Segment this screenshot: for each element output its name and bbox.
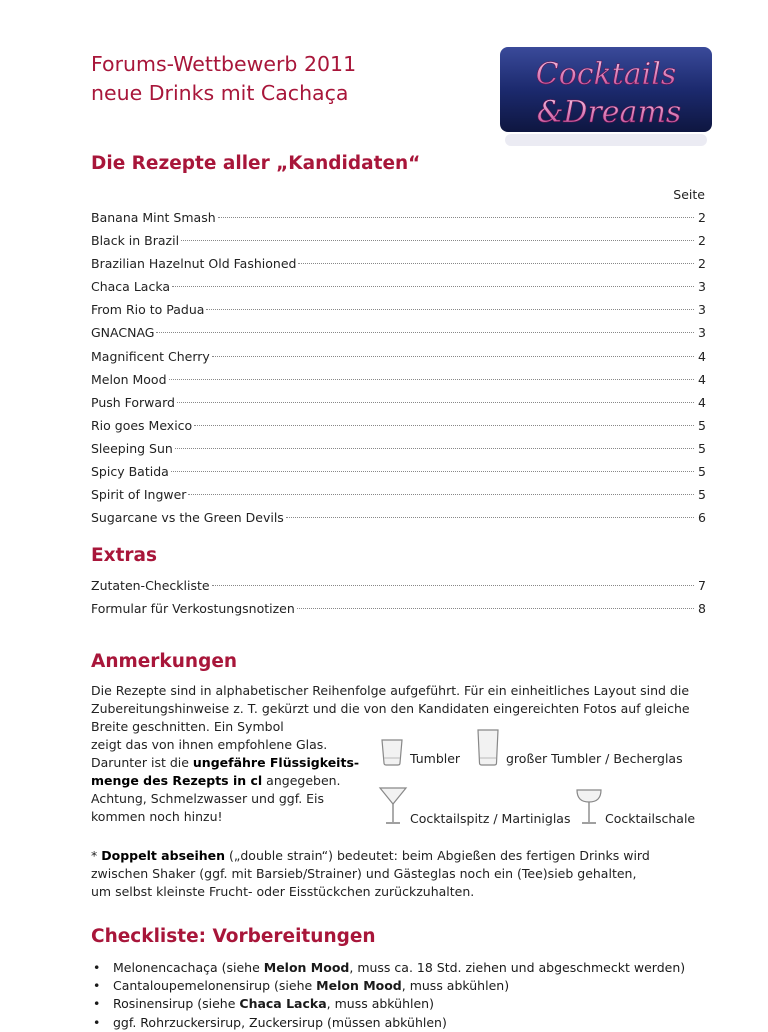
toc-entry-title: Banana Mint Smash <box>91 210 216 225</box>
toc-leader-dots <box>171 471 694 472</box>
toc-entry-title: Rio goes Mexico <box>91 417 193 433</box>
toc-page-number: 5 <box>698 464 706 480</box>
checklist-item: • Cantaloupemelonensirup (siehe Melon Mood, muss abkühlen) <box>91 977 731 995</box>
toc-row-recipe[interactable] <box>91 256 706 279</box>
toc-row-recipe[interactable] <box>91 487 706 510</box>
toc-entry-title: Formular für Verkostungsnotizen <box>91 601 295 617</box>
toc-entry-title: Chaca Lacka <box>91 279 170 295</box>
title-line-2: neue Drinks mit Cachaça <box>91 81 349 105</box>
cocktails-dreams-logo <box>499 46 713 148</box>
toc-entry-title: Sleeping Sun <box>91 440 173 456</box>
toc-entry-title: Spirit of Ingwer <box>91 487 187 503</box>
toc-page-number: 3 <box>698 302 706 318</box>
extras-toc <box>91 578 706 624</box>
toc-row-recipe[interactable] <box>91 210 706 233</box>
toc-page-number: 6 <box>698 510 706 526</box>
toc-leader-dots <box>188 494 694 495</box>
checklist-item: • Melonencachaça (siehe Melon Mood, muss ca. 18 Std. ziehen und abgeschmeckt werden) <box>91 959 731 977</box>
svg-text:Cocktails: Cocktails <box>535 57 677 92</box>
svg-text:&Dreams: &Dreams <box>536 95 682 130</box>
toc-leader-dots <box>206 309 694 310</box>
toc-page-number: 4 <box>698 394 706 410</box>
toc-entry-title: Black in Brazil <box>91 233 180 249</box>
toc-leader-dots <box>297 608 694 609</box>
toc-leader-dots <box>172 286 694 287</box>
big-tumbler-icon <box>476 728 500 766</box>
toc-entry-title: Zutaten-Checkliste <box>91 578 210 593</box>
recipes-heading: Die Rezepte aller „Kandidaten“ <box>91 153 421 174</box>
toc-row-recipe[interactable] <box>91 372 706 395</box>
toc-leader-dots <box>218 217 694 218</box>
double-strain-note: * Doppelt abseihen („double strain“) bedeutet: beim Abgießen des fertigen Drinks wird zwischen Shaker (ggf. mit Barsieb/Strainer) und Gästeglas noch ein (Tee)sieb gehalten, um selbst kleinste Frucht- oder Eisstückchen zurückzuhalten. <box>91 848 650 899</box>
toc-leader-dots <box>286 517 694 518</box>
title-line-1: Forums-Wettbewerb 2011 <box>91 52 357 76</box>
toc-page-number: 2 <box>698 233 706 249</box>
checklist-item: • ggf. Rohrzuckersirup, Zuckersirup (müssen abkühlen) <box>91 1014 731 1032</box>
toc-row-extra[interactable] <box>91 601 706 624</box>
document-title <box>91 50 356 108</box>
toc-row-recipe[interactable] <box>91 395 706 418</box>
toc-row-recipe[interactable] <box>91 510 706 533</box>
toc-entry-title: Sugarcane vs the Green Devils <box>91 510 284 526</box>
toc-page-number: 2 <box>698 256 706 272</box>
toc-entry-title: Brazilian Hazelnut Old Fashioned <box>91 256 297 272</box>
toc-leader-dots <box>298 263 694 264</box>
toc-leader-dots <box>181 240 694 241</box>
toc-page-number: 3 <box>698 325 706 341</box>
toc-leader-dots <box>156 332 694 333</box>
toc-row-recipe[interactable] <box>91 325 706 348</box>
notes-paragraph: Die Rezepte sind in alphabetischer Reihenfolge aufgeführt. Für ein einheitliches Layout sind die Zubereitungshinweise z. T. gekürzt und die von den Kandidaten eingereichten Fotos auf gleiche Breite geschnitten. Ein Symbol zeigt das von ihnen empfohlene Glas. Darunter ist die ungefähre Flüssigkeits- menge des Rezepts in cl angegeben. Achtung, Schmelzwasser und ggf. Eis kommen noch hinzu! <box>91 683 690 824</box>
checklist-heading: Checkliste: Vorbereitungen <box>91 926 376 947</box>
toc-page-number: 5 <box>698 487 706 503</box>
recipes-toc <box>91 210 706 533</box>
toc-leader-dots <box>177 402 694 403</box>
glass-label-tumbler: Tumbler <box>410 751 461 766</box>
toc-page-number: 4 <box>698 371 706 387</box>
toc-row-extra[interactable] <box>91 578 706 601</box>
glass-label-martini: Cocktailspitz / Martiniglas <box>410 811 571 826</box>
toc-leader-dots <box>169 379 694 380</box>
checklist-list <box>91 959 731 1032</box>
tumbler-icon <box>380 738 404 766</box>
toc-entry-title: Magnificent Cherry <box>91 348 210 364</box>
toc-row-recipe[interactable] <box>91 349 706 372</box>
toc-page-number: 7 <box>698 578 706 593</box>
glass-label-coupe: Cocktailschale <box>605 811 696 826</box>
toc-page-number: 5 <box>698 417 706 433</box>
toc-entry-title: GNACNAG <box>91 325 155 341</box>
toc-row-recipe[interactable] <box>91 233 706 256</box>
toc-row-recipe[interactable] <box>91 302 706 325</box>
toc-leader-dots <box>212 585 694 586</box>
toc-page-number: 2 <box>698 210 706 225</box>
toc-leader-dots <box>175 448 694 449</box>
toc-row-recipe[interactable] <box>91 279 706 302</box>
glass-label-big-tumbler: großer Tumbler / Becherglas <box>506 751 683 766</box>
toc-page-number: 3 <box>698 279 706 295</box>
extras-heading: Extras <box>91 545 158 566</box>
toc-entry-title: Push Forward <box>91 394 175 410</box>
toc-row-recipe[interactable] <box>91 441 706 464</box>
toc-entry-title: From Rio to Padua <box>91 302 205 318</box>
toc-page-number: 4 <box>698 348 706 364</box>
toc-page-number: 8 <box>698 601 706 617</box>
coupe-glass-icon <box>574 786 604 826</box>
page-column-label: Seite <box>673 187 705 202</box>
toc-row-recipe[interactable] <box>91 418 706 441</box>
toc-leader-dots <box>212 356 694 357</box>
toc-entry-title: Spicy Batida <box>91 464 169 480</box>
toc-entry-title: Melon Mood <box>91 371 167 387</box>
toc-page-number: 5 <box>698 440 706 456</box>
notes-heading: Anmerkungen <box>91 651 238 672</box>
toc-leader-dots <box>194 425 694 426</box>
martini-glass-icon <box>378 786 408 826</box>
checklist-item: • Rosinensirup (siehe Chaca Lacka, muss abkühlen) <box>91 995 731 1013</box>
toc-row-recipe[interactable] <box>91 464 706 487</box>
